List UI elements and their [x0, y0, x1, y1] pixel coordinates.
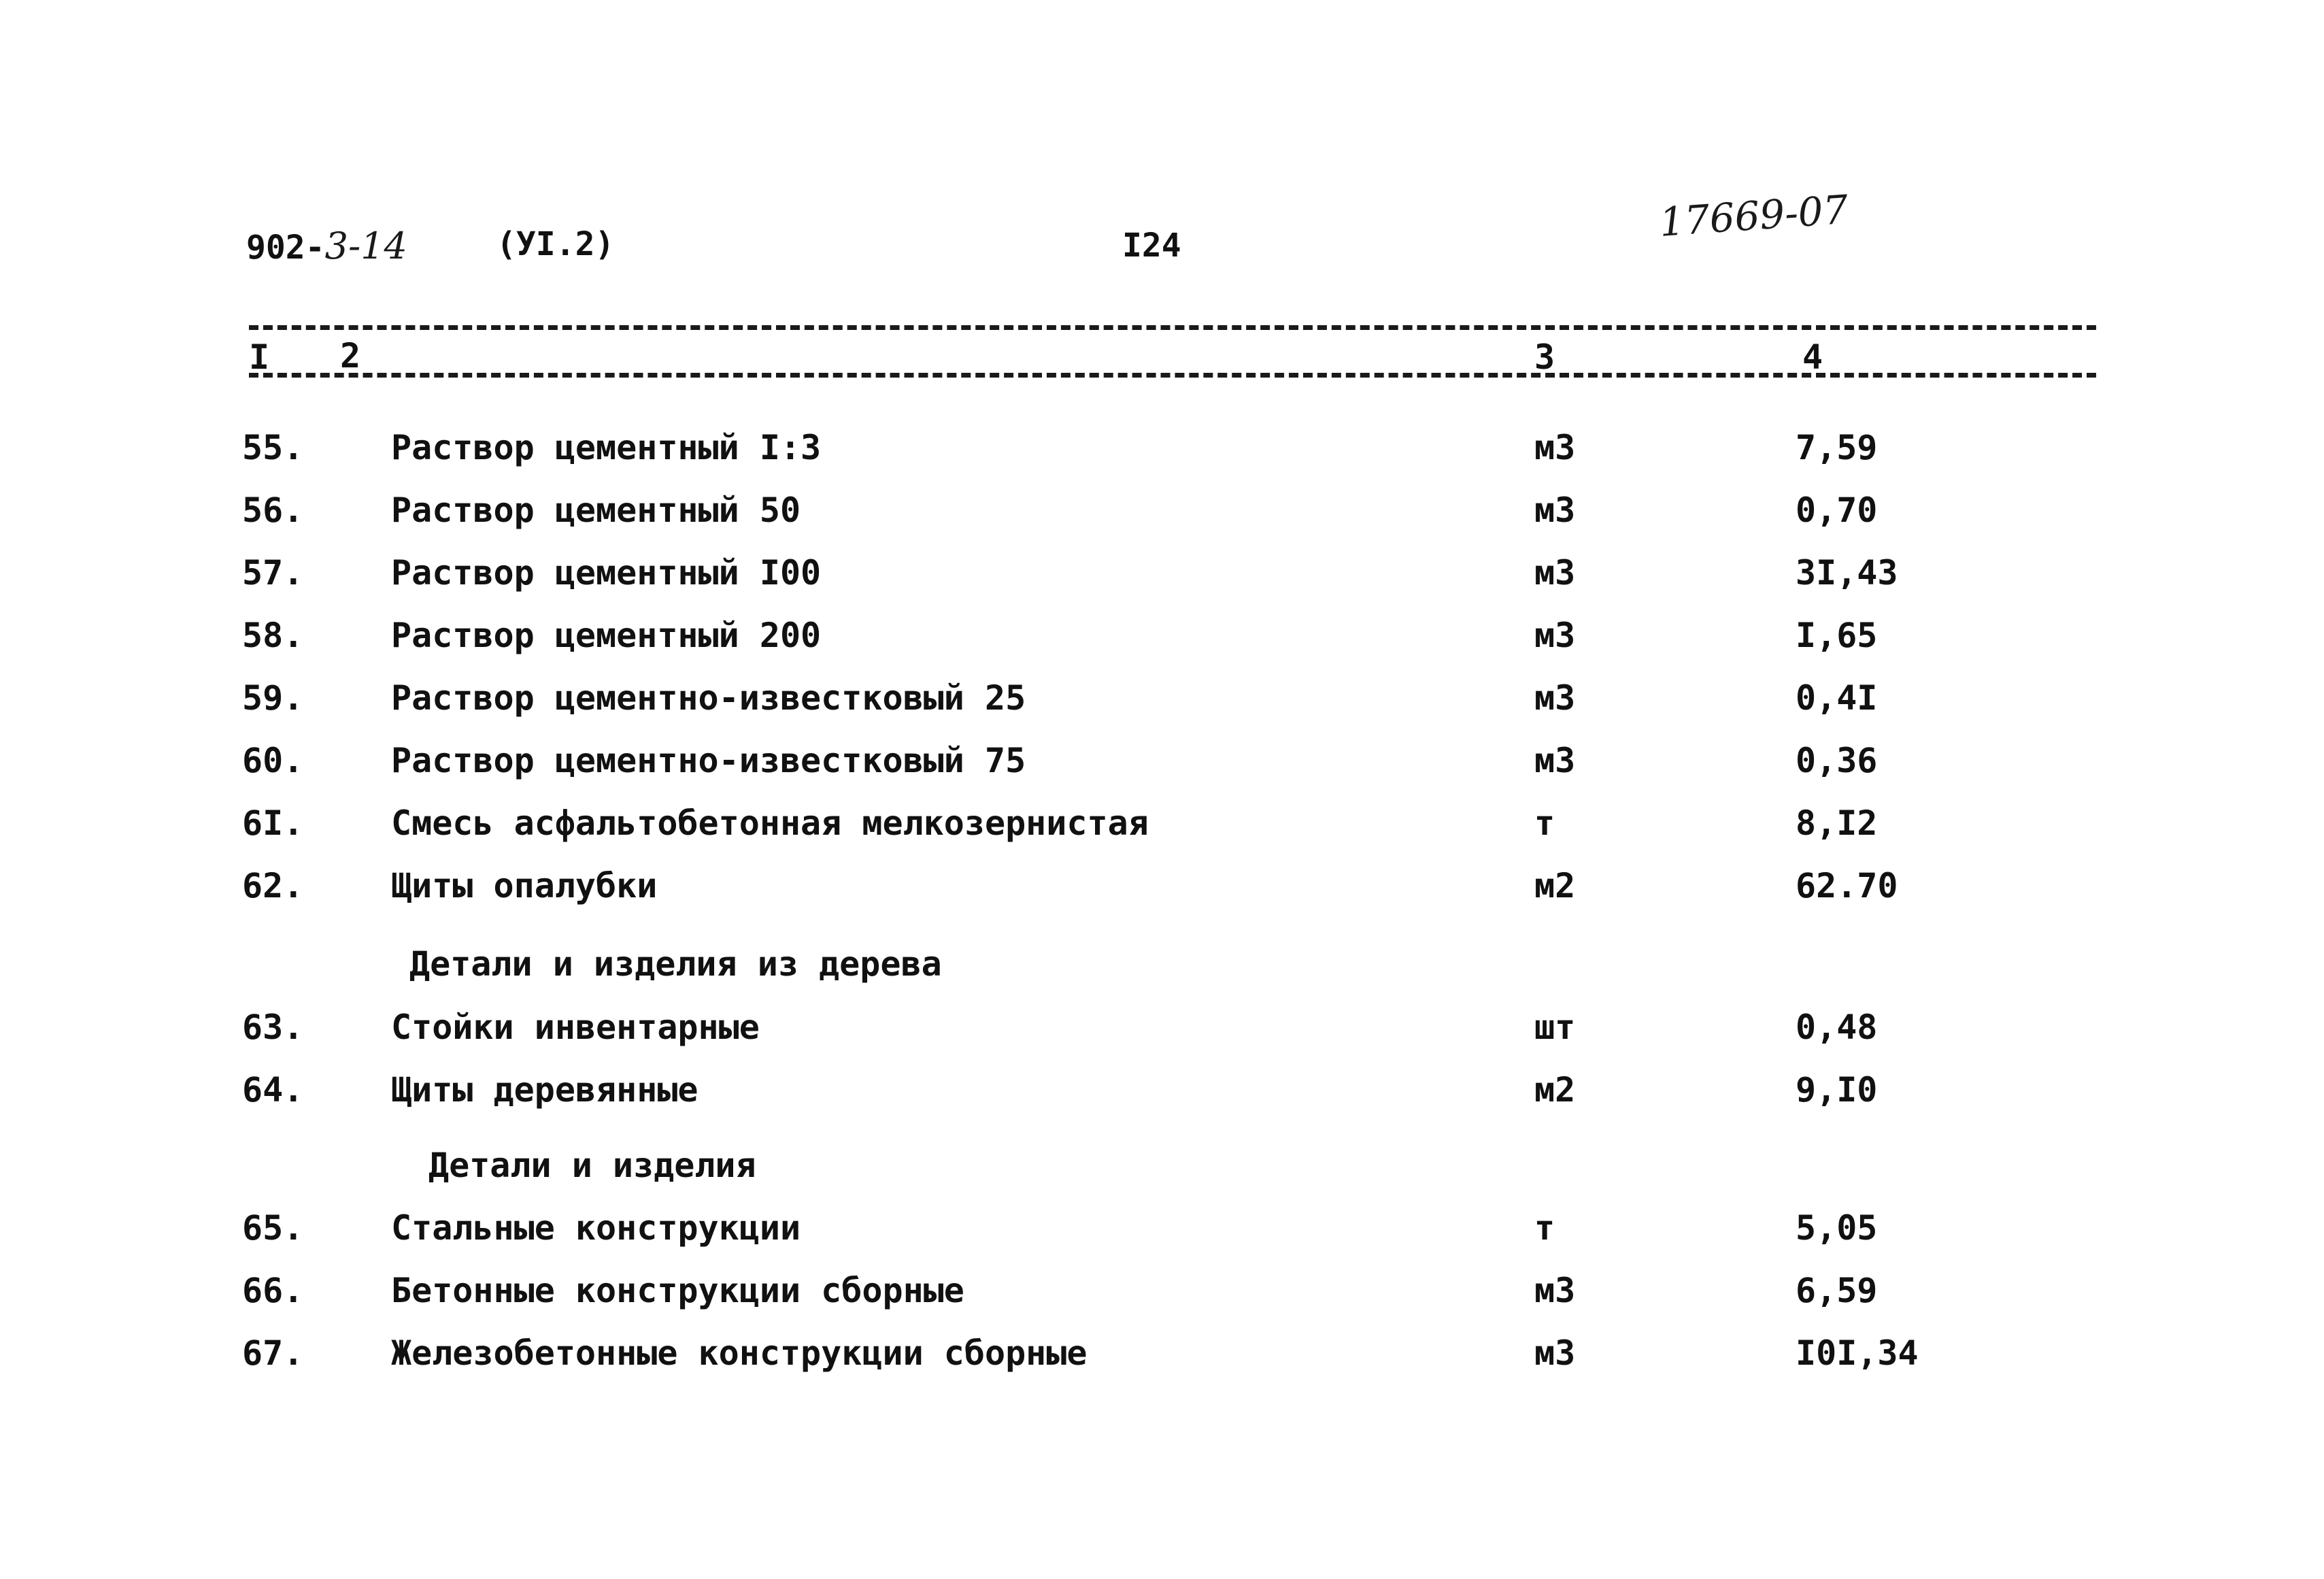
row-number: 57.: [242, 553, 304, 593]
table-row: [0, 428, 2324, 471]
row-name: Раствор цементный 50: [391, 491, 801, 530]
column-header-4: 4: [1802, 337, 1823, 377]
table-row: [0, 1333, 2324, 1377]
row-value: 62.70: [1796, 866, 1898, 905]
row-number: 56.: [242, 491, 304, 530]
row-name: Стальные конструкции: [391, 1208, 801, 1248]
table-row: [0, 678, 2324, 722]
section-heading-wood: Детали и изделия из дерева: [409, 944, 942, 984]
row-value: 9,I0: [1796, 1070, 1878, 1110]
row-unit: м3: [1534, 428, 1576, 467]
row-unit: м2: [1534, 866, 1576, 905]
row-name: Щиты деревянные: [391, 1070, 698, 1110]
row-number: 6I.: [242, 803, 304, 843]
row-name: Раствор цементно-известковый 75: [391, 741, 1026, 780]
section-heading-parts: Детали и изделия: [428, 1146, 756, 1185]
row-name: Щиты опалубки: [391, 866, 658, 905]
row-unit: т: [1534, 1208, 1555, 1248]
row-value: 7,59: [1796, 428, 1878, 467]
row-unit: м2: [1534, 1070, 1576, 1110]
table-top-rule: [249, 325, 2096, 330]
document-code: [246, 225, 407, 267]
row-number: 60.: [242, 741, 304, 780]
table-row: [0, 1271, 2324, 1314]
row-name: Раствор цементный I00: [391, 553, 822, 593]
row-name: Раствор цементный 200: [391, 616, 822, 655]
page-number: I24: [1122, 227, 1181, 265]
row-number: 59.: [242, 678, 304, 718]
row-name: Раствор цементно-известковый 25: [391, 678, 1026, 718]
table-row: [0, 618, 2324, 659]
row-value: 0,4I: [1796, 678, 1878, 718]
document-code-handwritten: 3-14: [324, 225, 407, 267]
table-row: [0, 553, 2324, 597]
row-value: 3I,43: [1796, 553, 1898, 593]
row-name: Смесь асфальтобетонная мелкозернистая: [391, 803, 1149, 843]
table-row: [0, 1070, 2324, 1114]
row-value: I0I,34: [1796, 1333, 1919, 1373]
handwritten-reference: 17669-07: [1657, 186, 1850, 246]
row-unit: м3: [1534, 491, 1576, 530]
column-header-3: 3: [1534, 337, 1555, 377]
table-row: [0, 493, 2324, 534]
row-number: 64.: [242, 1070, 304, 1110]
row-number: 65.: [242, 1208, 304, 1248]
column-header-2: 2: [340, 336, 361, 376]
table-row: [0, 1208, 2324, 1252]
table-row: [0, 741, 2324, 784]
row-value: 0,36: [1796, 741, 1878, 780]
row-unit: м3: [1534, 553, 1576, 593]
row-number: 63.: [242, 1008, 304, 1047]
row-value: 5,05: [1796, 1208, 1878, 1248]
row-value: I,65: [1796, 616, 1878, 655]
row-unit: м3: [1534, 1333, 1576, 1373]
row-unit: м3: [1534, 741, 1576, 780]
row-unit: м3: [1534, 1271, 1576, 1310]
table-row: [0, 1010, 2324, 1051]
row-number: 62.: [242, 866, 304, 905]
row-value: 8,I2: [1796, 803, 1878, 843]
row-unit: т: [1534, 803, 1555, 843]
table-row: [0, 803, 2324, 847]
row-value: 0,70: [1796, 491, 1878, 530]
table-header-rule: [249, 373, 2096, 378]
row-value: 6,59: [1796, 1271, 1878, 1310]
table-row: [0, 866, 2324, 910]
section-label: (УI.2): [496, 225, 615, 263]
column-header-1: I: [249, 337, 270, 377]
row-unit: м3: [1534, 616, 1576, 655]
row-number: 55.: [242, 428, 304, 467]
row-number: 67.: [242, 1333, 304, 1373]
row-name: Железобетонные конструкции сборные: [391, 1333, 1088, 1373]
row-number: 66.: [242, 1271, 304, 1310]
row-value: 0,48: [1796, 1008, 1878, 1047]
document-code-prefix: 902-: [246, 229, 325, 267]
row-name: Раствор цементный I:3: [391, 428, 822, 467]
row-number: 58.: [242, 616, 304, 655]
row-name: Бетонные конструкции сборные: [391, 1271, 964, 1310]
row-unit: м3: [1534, 678, 1576, 718]
row-unit: шт: [1534, 1008, 1576, 1047]
row-name: Стойки инвентарные: [391, 1008, 760, 1047]
